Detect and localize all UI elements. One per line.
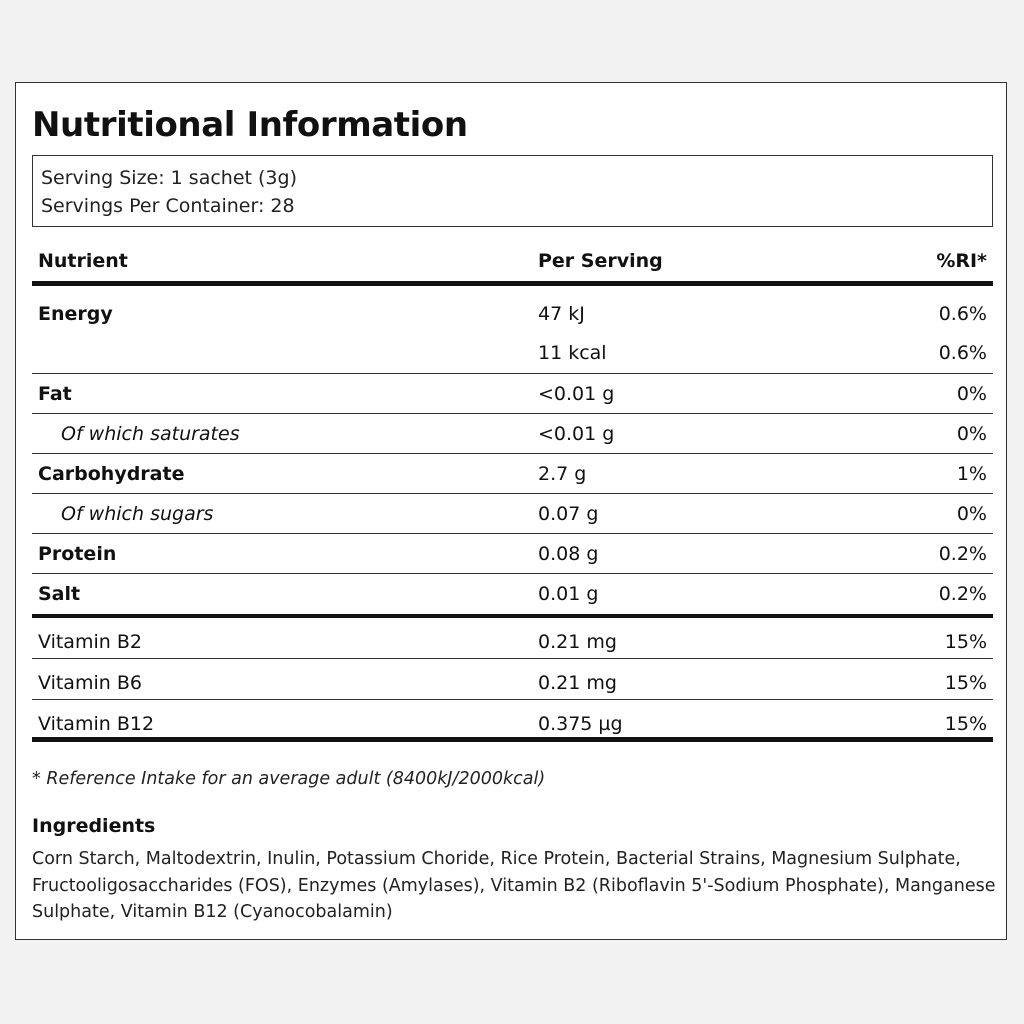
serving-info-box [32, 155, 993, 227]
energy-kcal-value: 11 kcal [538, 342, 607, 364]
nutrient-name: Vitamin B2 [38, 631, 142, 653]
table-row-fat [32, 374, 993, 414]
energy-kj-value: 47 kJ [538, 303, 585, 325]
nutrient-name: Protein [38, 543, 117, 565]
header-ri: %RI* [936, 250, 987, 272]
table-row-vitamin-b12 [32, 700, 993, 742]
table-row-carbohydrate [32, 454, 993, 494]
table-row-energy [32, 286, 993, 374]
nutrient-value: 0.01 g [538, 583, 599, 605]
nutrition-table [32, 241, 993, 742]
nutrient-value: 0.375 µg [538, 713, 623, 735]
nutrient-ri: 15% [944, 631, 987, 653]
nutrient-value: 0.07 g [538, 503, 599, 525]
table-row-saturates [32, 414, 993, 454]
nutrient-value: <0.01 g [538, 423, 615, 445]
nutrient-ri: 0% [956, 503, 987, 525]
nutrient-value: <0.01 g [538, 383, 615, 405]
header-nutrient: Nutrient [38, 250, 128, 272]
nutrient-ri: 1% [956, 463, 987, 485]
ingredients-title: Ingredients [32, 815, 156, 837]
nutrient-ri: 15% [944, 672, 987, 694]
nutrient-value: 2.7 g [538, 463, 587, 485]
nutrient-name: Of which sugars [61, 503, 214, 525]
reference-intake-footnote: * Reference Intake for an average adult (8400kJ/2000kcal) [32, 769, 546, 789]
nutrient-value: 0.21 mg [538, 672, 617, 694]
nutrient-name: Energy [38, 303, 113, 325]
nutrient-name: Vitamin B12 [38, 713, 155, 735]
nutrient-value: 0.21 mg [538, 631, 617, 653]
table-row-vitamin-b2 [32, 618, 993, 659]
energy-kj-ri: 0.6% [938, 303, 987, 325]
table-header [32, 241, 993, 286]
nutrient-name: Fat [38, 383, 72, 405]
nutrient-ri: 15% [944, 713, 987, 735]
nutrient-name: Of which saturates [61, 423, 240, 445]
page-title: Nutritional Information [32, 105, 468, 145]
ingredients-text: Corn Starch, Maltodextrin, Inulin, Potassium Choride, Rice Protein, Bacterial Strains, Magnesium Sulphate, Fructooligosaccharides (FOS), Enzymes (Amylases), Vitamin B2 (Riboflavin 5'-Sodium Phosphate), Manganese Sulphate, Vitamin B12 (Cyanocobalamin) [32, 849, 996, 922]
header-per-serving: Per Serving [538, 250, 663, 272]
energy-kcal-ri: 0.6% [938, 342, 987, 364]
nutrient-name: Salt [38, 583, 81, 605]
nutrient-ri: 0% [956, 423, 987, 445]
servings-per-container: Servings Per Container: 28 [41, 195, 295, 217]
table-row-vitamin-b6 [32, 659, 993, 700]
table-row-protein [32, 534, 993, 574]
nutrition-panel [15, 82, 1007, 940]
nutrient-value: 0.08 g [538, 543, 599, 565]
nutrient-ri: 0.2% [938, 583, 987, 605]
table-row-sugars [32, 494, 993, 534]
nutrient-ri: 0.2% [938, 543, 987, 565]
table-row-salt [32, 574, 993, 618]
nutrient-ri: 0% [956, 383, 987, 405]
nutrient-name: Carbohydrate [38, 463, 185, 485]
nutrient-name: Vitamin B6 [38, 672, 142, 694]
serving-size: Serving Size: 1 sachet (3g) [41, 167, 297, 189]
